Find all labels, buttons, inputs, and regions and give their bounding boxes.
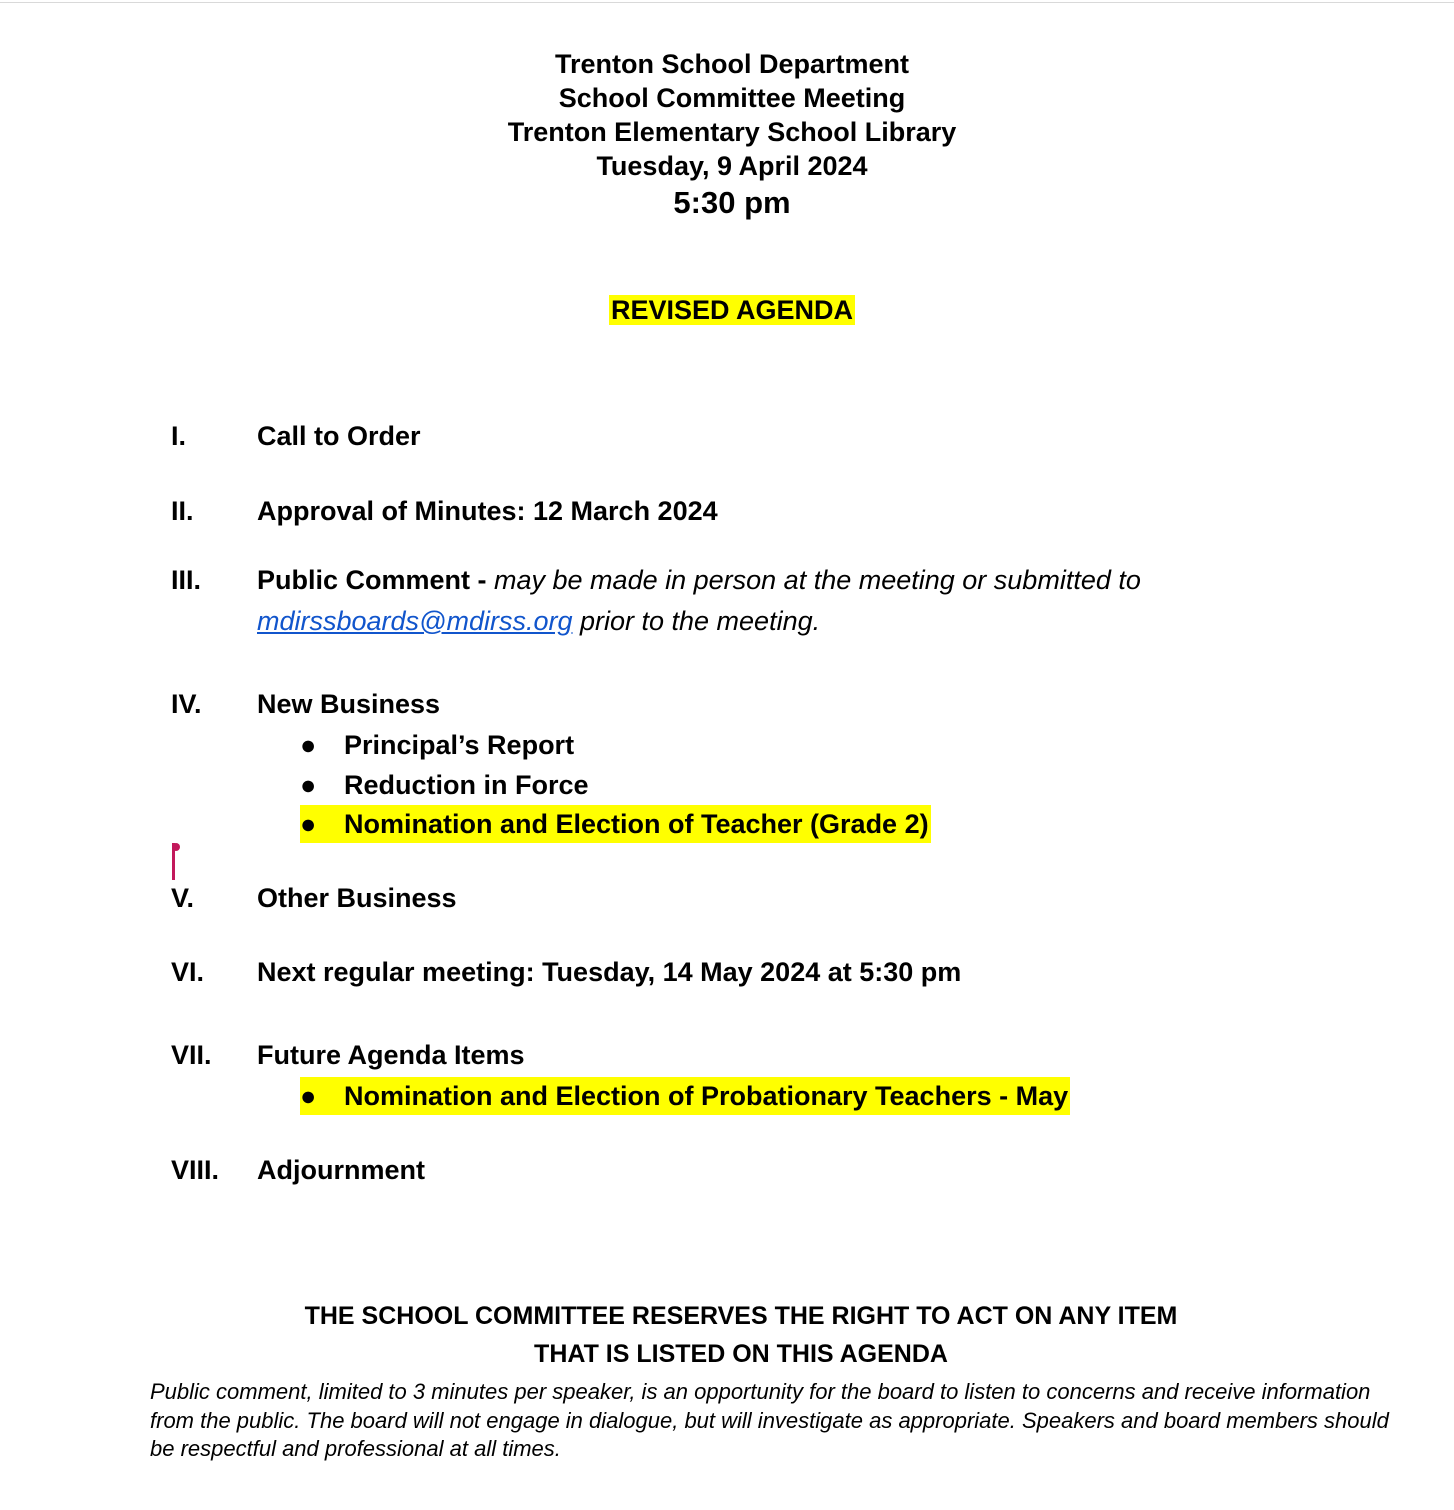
public-comment-policy: Public comment, limited to 3 minutes per speaker, is an opportunity for the board to listen to concerns and receive information from the public. The board will not engage in dialogue, but will investigate as appropriate. Speakers and board members should be respectful and professional at all times. xyxy=(150,1379,1389,1461)
collaborator-cursor xyxy=(172,843,175,880)
agenda-item-number: VI. xyxy=(171,957,205,987)
header-meeting-title: School Committee Meeting xyxy=(558,83,906,113)
bullet-icon: ● xyxy=(300,1081,317,1111)
document-header xyxy=(0,47,1454,223)
email-link[interactable]: mdirssboards@mdirss.org xyxy=(257,606,573,636)
revised-agenda-label: REVISED AGENDA xyxy=(610,295,854,325)
agenda-item-number: VIII. xyxy=(171,1155,220,1185)
agenda-item-text: Other Business xyxy=(257,883,457,913)
public-comment-description: may be made in person at the meeting or submitted to xyxy=(494,565,1141,595)
public-comment-continuation xyxy=(257,601,820,642)
agenda-item-text xyxy=(257,560,1141,601)
bullet-icon: ● xyxy=(300,809,317,839)
agenda-item-number: I. xyxy=(171,421,187,451)
footer-notice-line1: THE SCHOOL COMMITTEE RESERVES THE RIGHT TO ACT ON ANY ITEM xyxy=(304,1302,1178,1330)
list-item-highlighted xyxy=(300,1077,1070,1115)
bullet-icon: ● xyxy=(300,730,317,760)
header-date: Tuesday, 9 April 2024 xyxy=(596,151,868,181)
agenda-item-text: Approval of Minutes: 12 March 2024 xyxy=(257,496,718,526)
footer-notice-line2: THAT IS LISTED ON THIS AGENDA xyxy=(534,1340,948,1368)
bullet-text: Reduction in Force xyxy=(344,770,589,800)
list-item xyxy=(300,726,574,764)
agenda-item-text: Adjournment xyxy=(257,1155,425,1185)
header-location: Trenton Elementary School Library xyxy=(507,117,957,147)
bullet-icon: ● xyxy=(300,770,317,800)
agenda-item-number: III. xyxy=(171,565,202,595)
agenda-item-number: II. xyxy=(171,496,194,526)
public-comment-label: Public Comment - xyxy=(257,565,495,595)
public-comment-suffix: prior to the meeting. xyxy=(572,606,821,636)
bullet-text: Principal’s Report xyxy=(344,730,575,760)
list-item xyxy=(300,766,589,804)
list-item-highlighted xyxy=(300,805,931,843)
page-top-border xyxy=(0,2,1454,3)
revised-agenda-banner xyxy=(0,292,1454,328)
agenda-item-number: VII. xyxy=(171,1040,212,1070)
footer-notice xyxy=(130,1297,1352,1373)
agenda-item-number: IV. xyxy=(171,689,202,719)
agenda-item-number: V. xyxy=(171,883,195,913)
header-department: Trenton School Department xyxy=(554,49,910,79)
agenda-item-text: New Business xyxy=(257,689,441,719)
agenda-item-text: Call to Order xyxy=(257,421,421,451)
bullet-text: Nomination and Election of Probationary Teachers - May xyxy=(344,1081,1069,1111)
agenda-item-text: Next regular meeting: Tuesday, 14 May 2024 at 5:30 pm xyxy=(257,957,962,987)
header-time: 5:30 pm xyxy=(673,185,791,220)
agenda-item-text: Future Agenda Items xyxy=(257,1040,525,1070)
bullet-text: Nomination and Election of Teacher (Grade 2) xyxy=(344,809,929,839)
